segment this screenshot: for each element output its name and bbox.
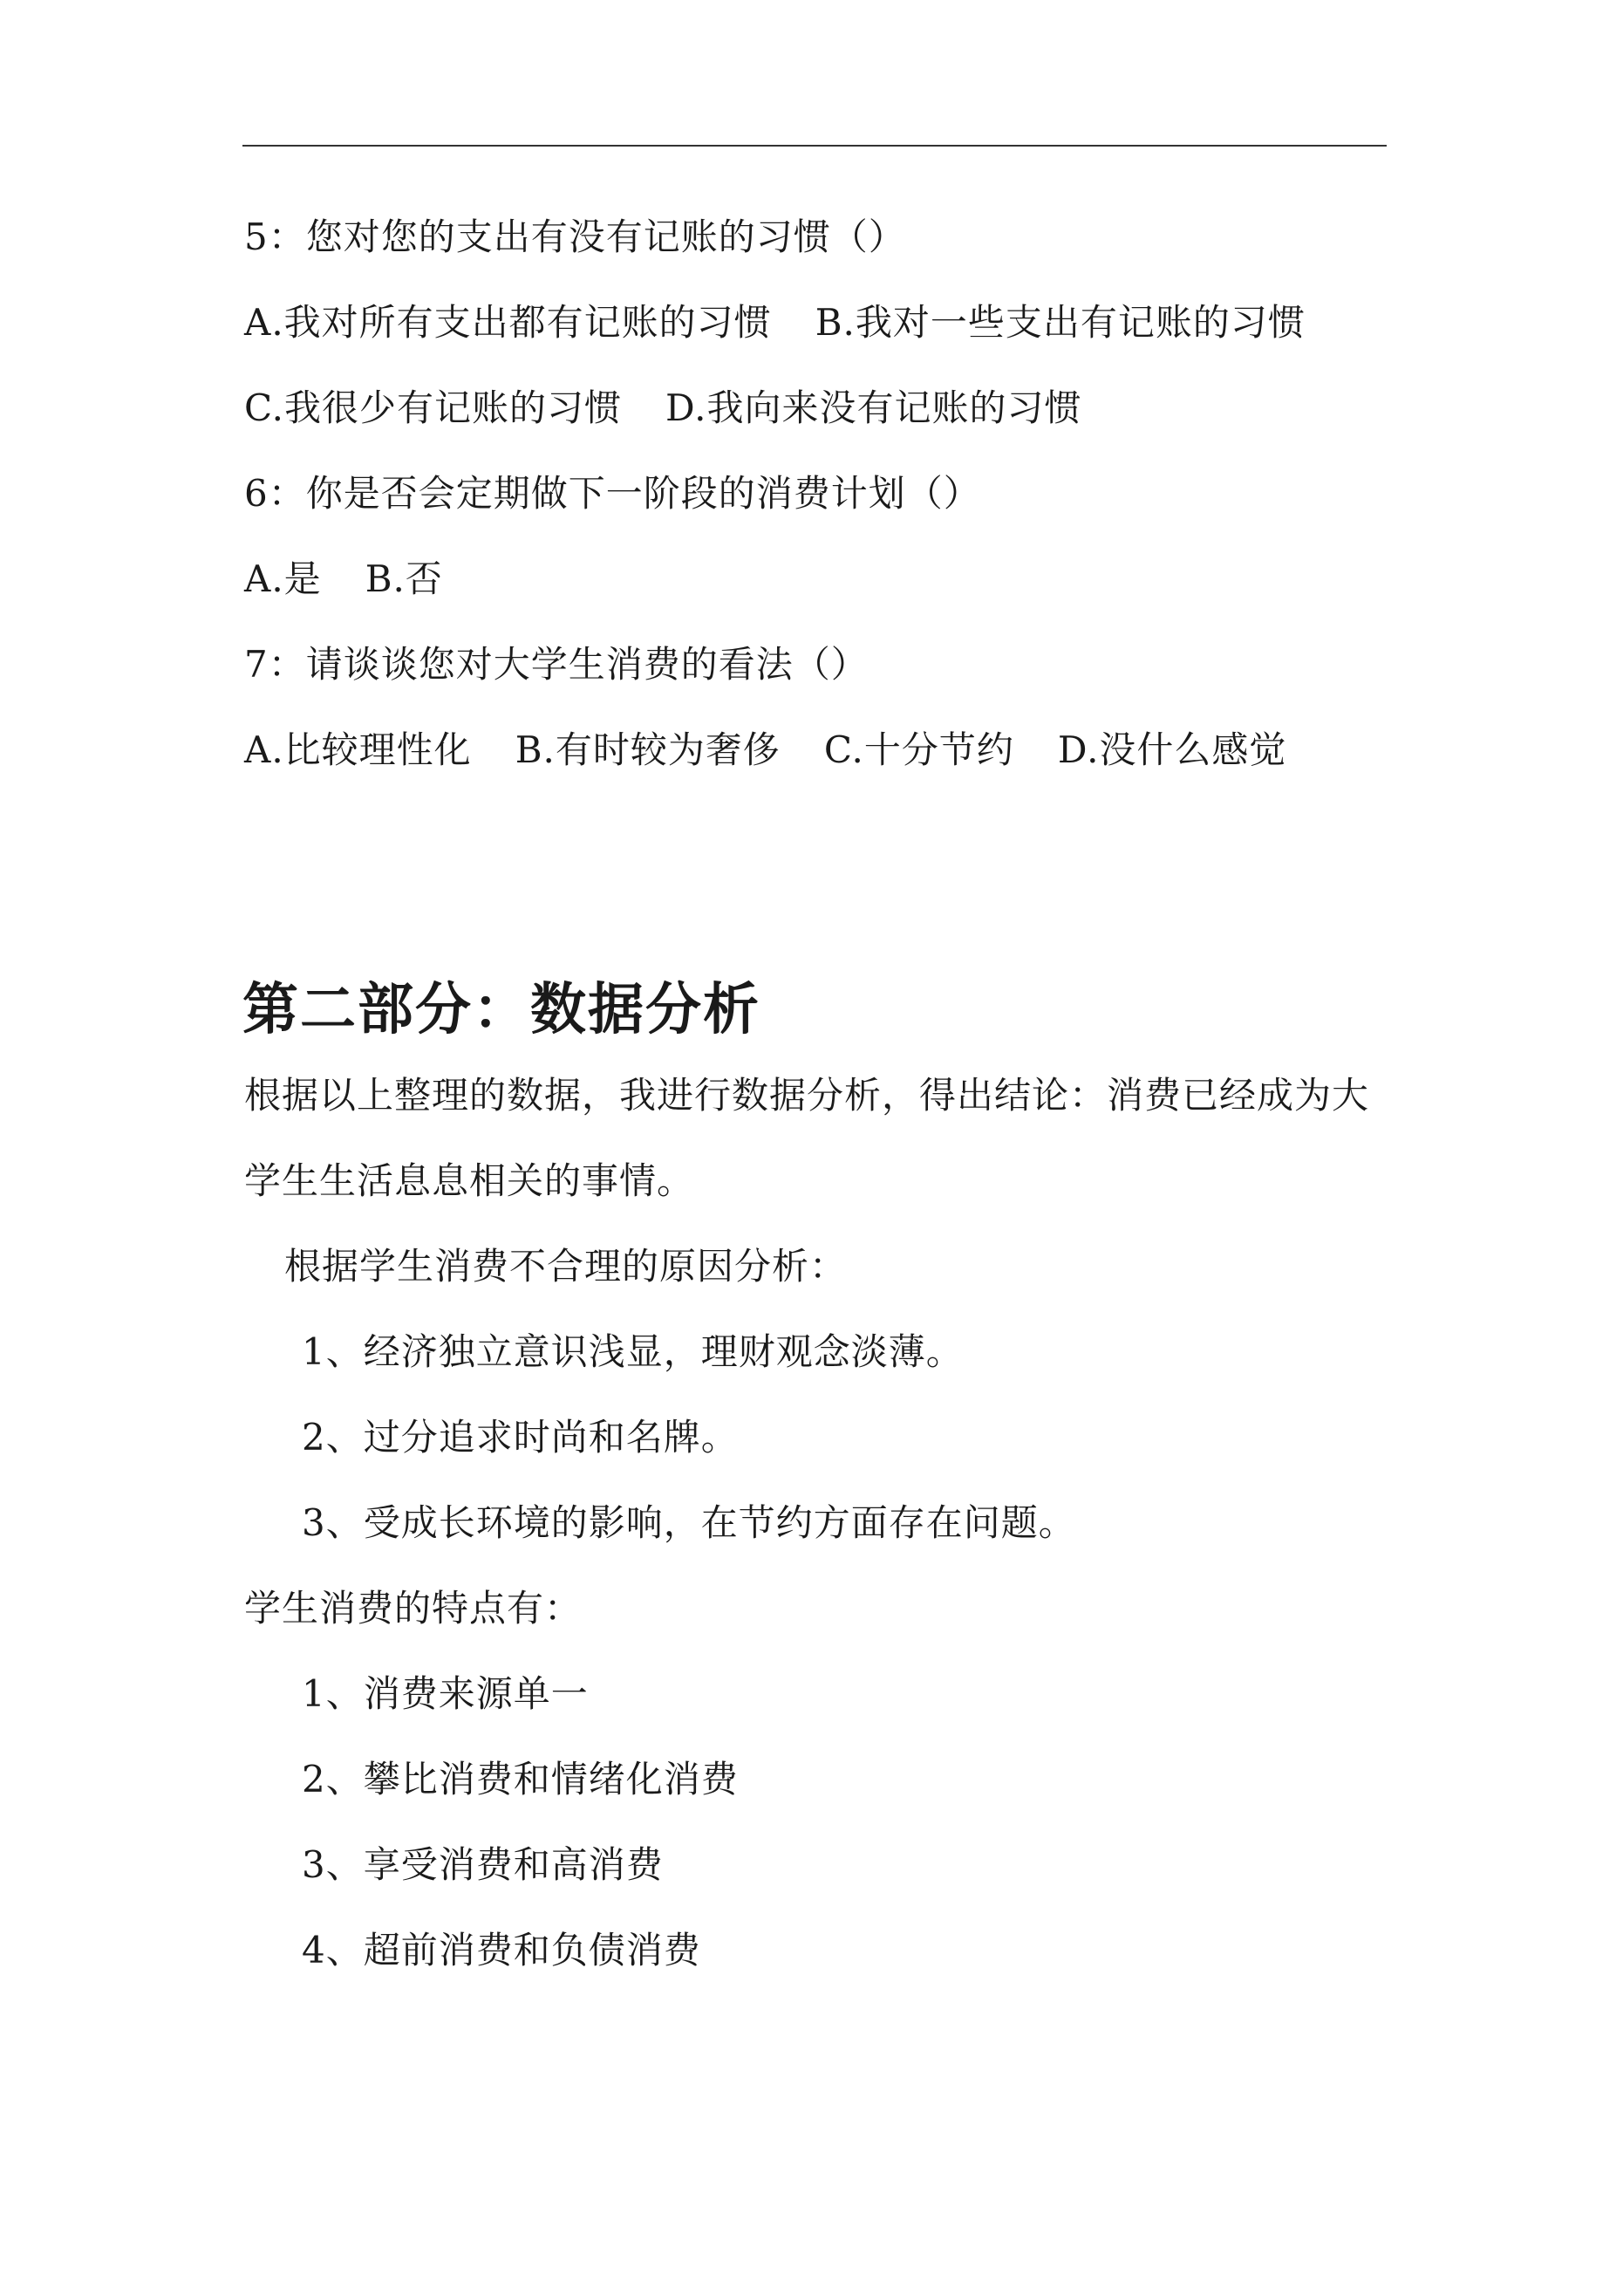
question-5-options-row-1 [244,298,1306,347]
question-7-option-a: A.比较理性化 [244,728,472,771]
feature-item-1: 1、消费来源单一 [302,1672,589,1715]
question-5-option-c: C.我很少有记账的习惯 [244,386,622,429]
question-6-option-b: B.否 [365,557,443,600]
intro-line-2: 学生生活息息相关的事情。 [244,1159,695,1202]
question-7-option-c: C.十分节约 [823,728,1014,771]
question-5-option-a: A.我对所有支出都有记账的习惯 [244,301,772,344]
question-7-option-b: B.有时较为奢侈 [515,728,781,771]
feature-item-3: 3、享受消费和高消费 [302,1843,664,1886]
section-title: 第二部分：数据分析 [242,978,760,1042]
question-5: 5：您对您的支出有没有记账的习惯（） [244,215,906,258]
reason-item-2: 2、过分追求时尚和名牌。 [302,1416,739,1459]
intro-line-1: 根据以上整理的数据，我进行数据分析，得出结论：消费已经成为大 [244,1074,1370,1117]
reason-item-3: 3、受成长环境的影响，在节约方面存在问题。 [302,1501,1076,1544]
question-7-options-row [244,726,1286,775]
question-6-options-row [244,555,443,604]
question-5-option-b: B.我对一些支出有记账的习惯 [815,301,1306,344]
reasons-heading: 根据学生消费不合理的原因分析： [284,1245,848,1288]
feature-item-2: 2、攀比消费和情绪化消费 [302,1758,739,1801]
feature-item-4: 4、超前消费和负债消费 [302,1929,701,1971]
question-7-option-d: D.没什么感觉 [1057,728,1287,771]
reason-item-1: 1、经济独立意识浅显，理财观念淡薄。 [302,1330,964,1373]
question-7: 7：请谈谈您对大学生消费的看法（） [244,643,869,686]
question-5-option-d: D.我向来没有记账的习惯 [665,386,1082,429]
header-rule [242,145,1387,147]
question-6-option-a: A.是 [244,557,322,600]
features-heading: 学生消费的特点有： [244,1587,583,1630]
question-5-options-row-2 [244,384,1082,433]
question-6: 6：你是否会定期做下一阶段的消费计划（） [244,472,981,515]
